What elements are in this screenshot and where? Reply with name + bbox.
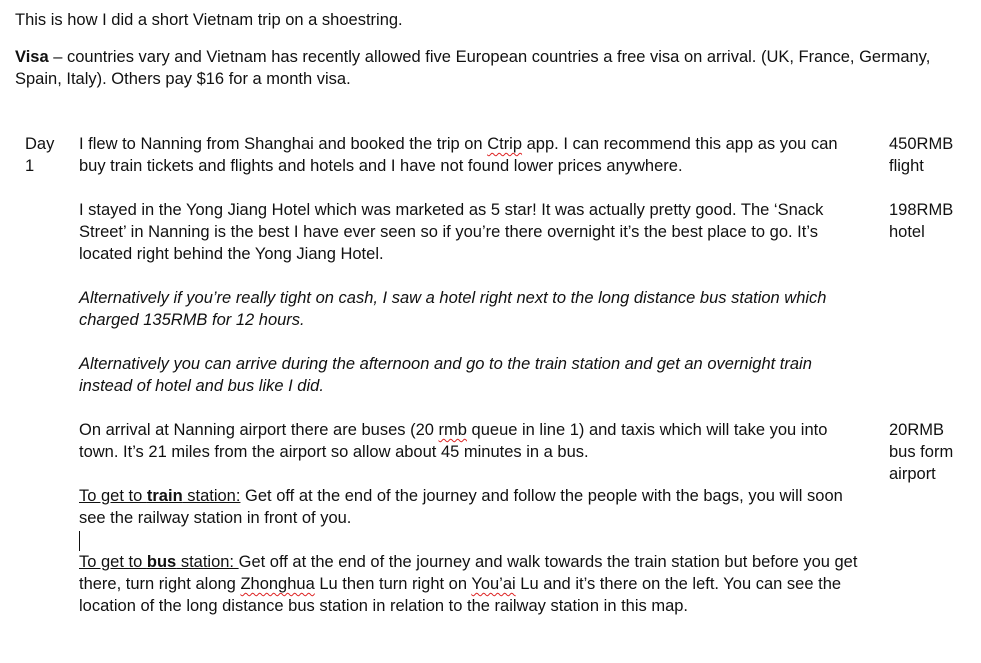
alternative-train-row (25, 353, 970, 397)
hotel-row (25, 199, 970, 265)
text-cursor (79, 531, 80, 551)
day-label-line1: Day (25, 135, 55, 153)
bus-lead-a: To get to (79, 553, 147, 571)
alternative-train-note: Alternatively you can arrive during the afternoon and go to the train station and get an overnight train instead of hotel and bus like I did. (79, 355, 812, 395)
flight-text-a: I flew to Nanning from Shanghai and booked the trip on (79, 135, 488, 153)
document-body (15, 9, 965, 90)
bus-text-c: Lu and it’s there on the left. You can see the location of the long distance bus station in relation to the railway station in this map. (79, 575, 842, 615)
arrival-cost-label-2: airport (889, 465, 936, 483)
arrival-cost (889, 419, 969, 485)
flight-text-b: app. I can recommend this app as you can buy train tickets and flights and hotels and I have not found lower prices anywhere. (79, 135, 838, 175)
visa-paragraph (15, 46, 965, 90)
hotel-cost-amount: 198RMB (889, 201, 954, 219)
bus-lead-b: station: (176, 553, 239, 571)
alternative-hotel-row (25, 287, 970, 331)
arrival-text-b: queue in line 1) and taxis which will take you into town. It’s 21 miles from the airport so allow about 45 minutes in a bus. (79, 421, 828, 461)
train-lead-a: To get to (79, 487, 147, 505)
arrival-row (25, 419, 970, 483)
rmb-word: rmb (438, 421, 467, 439)
hotel-cost-label: hotel (889, 223, 925, 241)
bus-directions-row (25, 551, 970, 617)
bus-directions-heading (79, 553, 239, 571)
flight-cost (889, 133, 969, 177)
bus-lead-bold: bus (146, 553, 177, 571)
day-label-number: 1 (25, 157, 35, 175)
arrival-description (79, 419, 861, 463)
trip-table (25, 133, 970, 617)
ctrip-word: Ctrip (487, 135, 523, 153)
arrival-cost-amount: 20RMB (889, 421, 945, 439)
bus-text-b: Lu then turn right on (314, 575, 472, 593)
visa-text: – countries vary and Vietnam has recently allowed five European countries a free visa on arrival. (UK, France, Germany, Spain, Italy). Others pay $16 for a month visa. (15, 48, 931, 88)
bus-directions (79, 551, 861, 617)
train-directions-text: Get off at the end of the journey and follow the people with the bags, you will soon see the railway station in front of you. (79, 487, 843, 527)
youai-word: You’ai (471, 575, 516, 593)
train-directions-heading (79, 487, 240, 505)
text-cursor-line[interactable] (79, 529, 861, 551)
hotel-cost (889, 199, 969, 243)
train-directions (79, 485, 861, 529)
flight-cost-label: flight (889, 157, 924, 175)
visa-label: Visa (15, 48, 49, 66)
cursor-row (25, 529, 970, 551)
zhonghua-word: Zhonghua (240, 575, 315, 593)
flight-description (79, 133, 861, 177)
arrival-cost-label-1: bus form (889, 443, 954, 461)
hotel-description: I stayed in the Yong Jiang Hotel which was marketed as 5 star! It was actually pretty good. The ‘Snack Street’ in Nanning is the best I have ever seen so if you’re there overnight it’s the best place to go. It’s located right behind the Yong Jiang Hotel. (79, 201, 824, 263)
intro-paragraph: This is how I did a short Vietnam trip on a shoestring. (15, 11, 403, 29)
train-lead-b: station: (182, 487, 241, 505)
train-lead-bold: train (146, 487, 183, 505)
train-directions-row (25, 485, 970, 529)
arrival-text-a: On arrival at Nanning airport there are buses (20 (79, 421, 439, 439)
bus-text-a: Get off at the end of the journey and walk towards the train station but before you get there, turn right along (79, 553, 858, 593)
alternative-hotel-note: Alternatively if you’re really tight on cash, I saw a hotel right next to the long distance bus station which charged 135RMB for 12 hours. (79, 289, 827, 329)
flight-row (25, 133, 970, 177)
flight-cost-amount: 450RMB (889, 135, 954, 153)
